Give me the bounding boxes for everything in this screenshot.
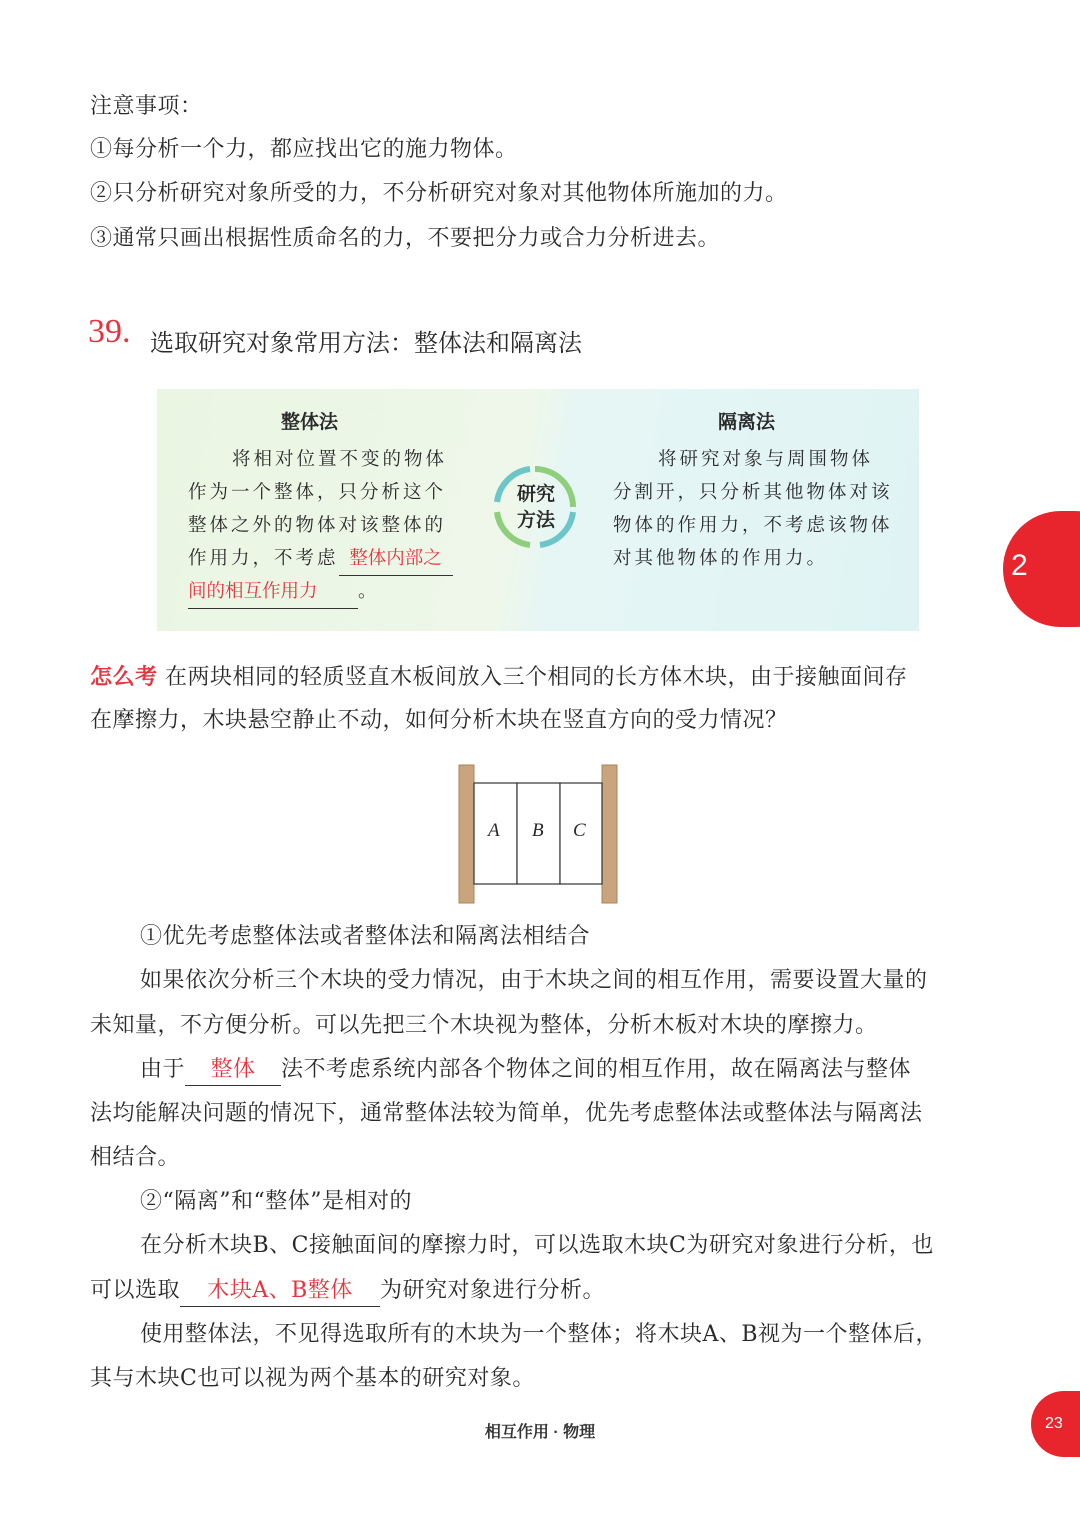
- left-board: [459, 765, 474, 903]
- whole-method-line-2: 作为一个整体，只分析这个: [188, 482, 447, 503]
- question-line-2: 在摩擦力，木块悬空静止不动，如何分析木块在竖直方向的受力情况？: [90, 708, 788, 733]
- p3-title: ②“隔离”和“整体”是相对的: [140, 1189, 412, 1214]
- whole-method-blank-2: 间的相互作用力: [188, 575, 358, 609]
- chapter-number: 2: [1011, 549, 1028, 582]
- whole-method-line-3: 整体之外的物体对该整体的: [188, 515, 447, 536]
- isolation-method-title: 隔离法: [718, 412, 776, 433]
- chapter-tab[interactable]: [1003, 511, 1080, 627]
- p4-line-2: 其与木块C也可以视为两个基本的研究对象。: [90, 1366, 535, 1391]
- p2-line-2: 法均能解决问题的情况下，通常整体法较为简单，优先考虑整体法或整体法与隔离法: [90, 1101, 923, 1126]
- p1-title: ①优先考虑整体法或者整体法和隔离法相结合: [140, 924, 591, 949]
- p2-post: 法不考虑系统内部各个物体之间的相互作用，故在隔离法与整体: [281, 1057, 912, 1082]
- p4-line-1: 使用整体法，不见得选取所有的木块为一个整体；将木块A、B视为一个整体后，: [140, 1322, 939, 1347]
- question-tag: 怎么考: [90, 664, 158, 690]
- isolation-method-line-3: 物体的作用力，不考虑该物体: [613, 515, 893, 536]
- p1-line-2: 未知量，不方便分析。可以先把三个木块视为整体，分析木板对木块的摩擦力。: [90, 1013, 878, 1038]
- block-label-b: B: [532, 820, 544, 841]
- note-item-1: ①每分析一个力，都应找出它的施力物体。: [90, 137, 518, 162]
- research-method-label-1: 研究: [516, 484, 555, 505]
- whole-method-line-4: [188, 542, 453, 576]
- block-label-a: A: [488, 820, 500, 841]
- isolation-method-line-4: 对其他物体的作用力。: [613, 548, 829, 569]
- p2-line-1: [140, 1055, 911, 1086]
- section-number: 39.: [88, 313, 131, 350]
- page-footer: 相互作用 · 物理: [484, 1424, 596, 1441]
- whole-method-end: 。: [358, 581, 380, 602]
- p3-line-2: [90, 1276, 605, 1307]
- p2-pre: 由于: [140, 1057, 186, 1082]
- whole-method-title: 整体法: [281, 412, 339, 433]
- page-number-badge: [1031, 1391, 1080, 1457]
- p3-post: 为研究对象进行分析。: [380, 1278, 606, 1303]
- p1-line-1: 如果依次分析三个木块的受力情况，由于木块之间的相互作用，需要设置大量的: [140, 968, 928, 993]
- isolation-method-line-1: 将研究对象与周围物体: [658, 449, 874, 470]
- research-method-label: [505, 482, 567, 534]
- whole-method-line-5: [188, 575, 380, 609]
- question-line-1: [90, 662, 908, 693]
- p2-line-3: 相结合。: [90, 1145, 181, 1170]
- isolation-method-line-2: 分割开，只分析其他物体对该: [613, 482, 893, 503]
- whole-method-line-1: 将相对位置不变的物体: [232, 449, 448, 470]
- right-board: [602, 765, 617, 903]
- p3-blank: 木块A、B整体: [180, 1276, 380, 1307]
- p3-pre: 可以选取: [90, 1278, 181, 1303]
- note-item-2: ②只分析研究对象所受的力，不分析研究对象对其他物体所施加的力。: [90, 181, 788, 206]
- research-method-label-2: 方法: [516, 510, 555, 531]
- question-text-1: 在两块相同的轻质竖直木板间放入三个相同的长方体木块，由于接触面间存: [165, 665, 908, 690]
- whole-method-blank-1: 整体内部之: [339, 542, 453, 576]
- whole-method-line-4-text: 作用力，不考虑: [188, 548, 339, 569]
- p3-line-1: 在分析木块B、C接触面间的摩擦力时，可以选取木块C为研究对象进行分析，也: [140, 1233, 934, 1258]
- notes-heading: 注意事项：: [90, 94, 203, 119]
- block-label-c: C: [573, 820, 586, 841]
- note-item-3: ③通常只画出根据性质命名的力，不要把分力或合力分析进去。: [90, 226, 721, 251]
- p2-blank: 整体: [185, 1055, 281, 1086]
- page-number: 23: [1045, 1415, 1063, 1432]
- section-title: 选取研究对象常用方法：整体法和隔离法: [150, 329, 582, 357]
